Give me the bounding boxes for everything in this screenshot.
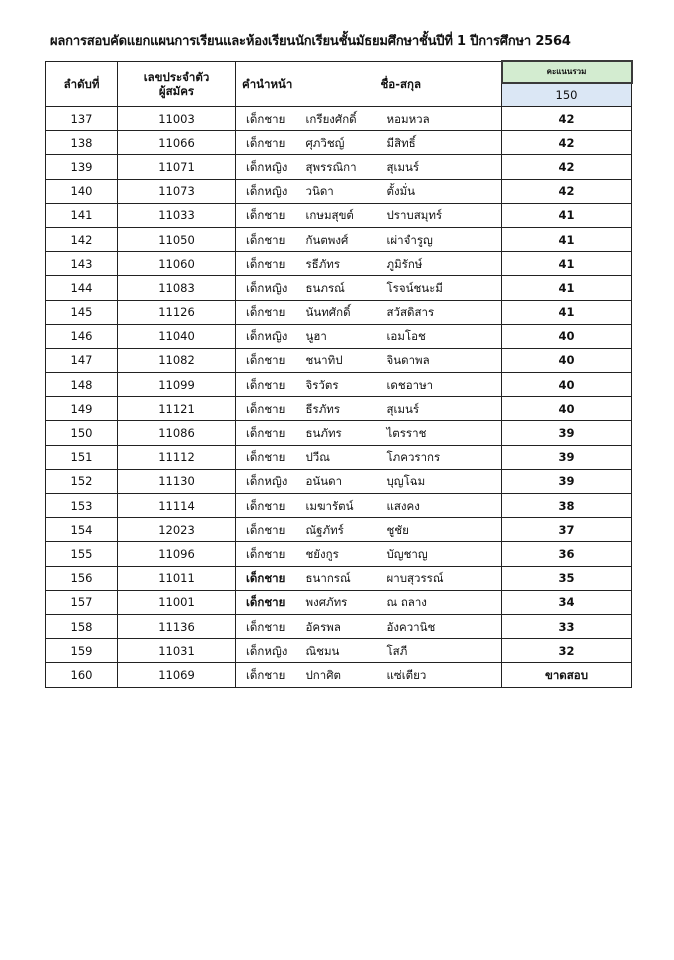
cell-applicant-id: 12023 <box>118 518 236 542</box>
table-row <box>46 590 632 614</box>
cell-prefix: เด็กชาย <box>236 203 302 227</box>
table-row <box>46 469 632 493</box>
table-row <box>46 542 632 566</box>
cell-first-name: เมฆารัตน์ <box>302 494 381 518</box>
cell-last-name: บุญโฉม <box>381 469 502 493</box>
cell-prefix: เด็กชาย <box>236 131 302 155</box>
cell-applicant-id: 11001 <box>118 590 236 614</box>
column-header-name: ชื่อ-สกุล <box>381 61 502 107</box>
cell-rank: 141 <box>46 203 118 227</box>
cell-prefix: เด็กชาย <box>236 494 302 518</box>
cell-first-name: จิรวัตร <box>302 373 381 397</box>
cell-rank: 160 <box>46 663 118 687</box>
column-header-spacer <box>302 61 381 107</box>
table-row <box>46 131 632 155</box>
cell-first-name: นันทศักดิ์ <box>302 300 381 324</box>
cell-total-score: 39 <box>502 445 632 469</box>
cell-total-score: 33 <box>502 614 632 638</box>
cell-prefix: เด็กชาย <box>236 227 302 251</box>
table-row <box>46 300 632 324</box>
cell-applicant-id: 11066 <box>118 131 236 155</box>
cell-prefix: เด็กชาย <box>236 542 302 566</box>
table-row <box>46 155 632 179</box>
cell-last-name: โสภี <box>381 639 502 663</box>
page-title: ผลการสอบคัดแยกแผนการเรียนและห้องเรียนนักเรียนชั้นมัธยมศึกษาชั้นปีที่ 1 ปีการศึกษา 2564 <box>50 34 571 49</box>
cell-prefix: เด็กหญิง <box>236 276 302 300</box>
cell-total-score: 42 <box>502 155 632 179</box>
cell-first-name: ธนากรณ์ <box>302 566 381 590</box>
cell-applicant-id: 11114 <box>118 494 236 518</box>
cell-rank: 148 <box>46 373 118 397</box>
cell-first-name: ศุภวิชญ์ <box>302 131 381 155</box>
cell-rank: 138 <box>46 131 118 155</box>
cell-total-score: 35 <box>502 566 632 590</box>
table-row <box>46 324 632 348</box>
cell-rank: 144 <box>46 276 118 300</box>
cell-rank: 145 <box>46 300 118 324</box>
cell-prefix: เด็กชาย <box>236 445 302 469</box>
cell-total-score: ขาดสอบ <box>502 663 632 687</box>
cell-first-name: ปกาศิต <box>302 663 381 687</box>
results-table <box>45 60 633 688</box>
cell-applicant-id: 11031 <box>118 639 236 663</box>
table-row <box>46 276 632 300</box>
cell-rank: 150 <box>46 421 118 445</box>
table-row <box>46 397 632 421</box>
cell-applicant-id: 11126 <box>118 300 236 324</box>
cell-applicant-id: 11121 <box>118 397 236 421</box>
cell-total-score: 41 <box>502 276 632 300</box>
cell-last-name: สุเมนร์ <box>381 155 502 179</box>
cell-rank: 140 <box>46 179 118 203</box>
table-row <box>46 252 632 276</box>
cell-last-name: อังควานิช <box>381 614 502 638</box>
table-header <box>46 61 632 107</box>
cell-total-score: 41 <box>502 300 632 324</box>
cell-last-name: จินดาพล <box>381 348 502 372</box>
cell-first-name: ชนาทิป <box>302 348 381 372</box>
cell-last-name: โรจน์ชนะมี <box>381 276 502 300</box>
table-row <box>46 179 632 203</box>
cell-first-name: ธีรภัทร <box>302 397 381 421</box>
cell-last-name: มีสิทธิ์ <box>381 131 502 155</box>
table-row <box>46 494 632 518</box>
cell-total-score: 40 <box>502 348 632 372</box>
cell-total-score: 38 <box>502 494 632 518</box>
cell-last-name: เดชอาษา <box>381 373 502 397</box>
cell-prefix: เด็กหญิง <box>236 179 302 203</box>
cell-first-name: ปวีณ <box>302 445 381 469</box>
cell-first-name: วนิดา <box>302 179 381 203</box>
table-row <box>46 639 632 663</box>
cell-applicant-id: 11060 <box>118 252 236 276</box>
cell-rank: 154 <box>46 518 118 542</box>
cell-rank: 147 <box>46 348 118 372</box>
cell-prefix: เด็กชาย <box>236 518 302 542</box>
table-body <box>46 107 632 688</box>
cell-rank: 155 <box>46 542 118 566</box>
cell-rank: 143 <box>46 252 118 276</box>
cell-first-name: อนันดา <box>302 469 381 493</box>
cell-last-name: ผาบสุวรรณ์ <box>381 566 502 590</box>
cell-total-score: 42 <box>502 107 632 131</box>
cell-last-name: โภควรากร <box>381 445 502 469</box>
cell-rank: 146 <box>46 324 118 348</box>
cell-first-name: ณัฐภัทร์ <box>302 518 381 542</box>
column-header-prefix: คำนำหน้า <box>236 61 302 107</box>
cell-total-score: 40 <box>502 373 632 397</box>
cell-last-name: แซ่เตียว <box>381 663 502 687</box>
cell-total-score: 42 <box>502 131 632 155</box>
table-row <box>46 614 632 638</box>
cell-first-name: เกรียงศักดิ์ <box>302 107 381 131</box>
cell-last-name: หอมหวล <box>381 107 502 131</box>
cell-first-name: รธีภัทร <box>302 252 381 276</box>
cell-prefix: เด็กหญิง <box>236 324 302 348</box>
cell-applicant-id: 11086 <box>118 421 236 445</box>
cell-total-score: 36 <box>502 542 632 566</box>
cell-rank: 157 <box>46 590 118 614</box>
cell-applicant-id: 11069 <box>118 663 236 687</box>
cell-total-score: 32 <box>502 639 632 663</box>
cell-rank: 156 <box>46 566 118 590</box>
table-row <box>46 518 632 542</box>
cell-applicant-id: 11033 <box>118 203 236 227</box>
cell-last-name: ตั้งมั่น <box>381 179 502 203</box>
cell-prefix: เด็กชาย <box>236 300 302 324</box>
cell-prefix: เด็กหญิง <box>236 469 302 493</box>
cell-applicant-id: 11003 <box>118 107 236 131</box>
cell-last-name: สุเมนร์ <box>381 397 502 421</box>
cell-total-score: 40 <box>502 324 632 348</box>
column-header-total-score: คะแนนรวม <box>502 61 632 83</box>
cell-total-score: 42 <box>502 179 632 203</box>
cell-prefix: เด็กชาย <box>236 252 302 276</box>
cell-applicant-id: 11073 <box>118 179 236 203</box>
column-header-max-score: 150 <box>502 83 632 107</box>
cell-total-score: 34 <box>502 590 632 614</box>
cell-last-name: บัญชาญ <box>381 542 502 566</box>
cell-applicant-id: 11050 <box>118 227 236 251</box>
column-header-applicant-id-line1: เลขประจำตัว <box>143 69 210 84</box>
cell-last-name: แสงคง <box>381 494 502 518</box>
cell-total-score: 39 <box>502 469 632 493</box>
cell-last-name: สวัสดิสาร <box>381 300 502 324</box>
cell-rank: 152 <box>46 469 118 493</box>
cell-applicant-id: 11082 <box>118 348 236 372</box>
cell-prefix: เด็กชาย <box>236 590 302 614</box>
cell-first-name: นูฮา <box>302 324 381 348</box>
cell-first-name: สุพรรณิกา <box>302 155 381 179</box>
table-row <box>46 663 632 687</box>
cell-total-score: 41 <box>502 252 632 276</box>
cell-last-name: ไตรราช <box>381 421 502 445</box>
table-row <box>46 445 632 469</box>
cell-prefix: เด็กชาย <box>236 663 302 687</box>
cell-rank: 142 <box>46 227 118 251</box>
cell-rank: 158 <box>46 614 118 638</box>
table-row <box>46 227 632 251</box>
cell-prefix: เด็กชาย <box>236 348 302 372</box>
cell-last-name: ณ ถลาง <box>381 590 502 614</box>
cell-rank: 159 <box>46 639 118 663</box>
cell-total-score: 37 <box>502 518 632 542</box>
cell-first-name: กันตพงศ์ <box>302 227 381 251</box>
table-row <box>46 421 632 445</box>
cell-last-name: เผ่าจำรูญ <box>381 227 502 251</box>
cell-applicant-id: 11096 <box>118 542 236 566</box>
table-row <box>46 107 632 131</box>
table-row <box>46 348 632 372</box>
cell-applicant-id: 11136 <box>118 614 236 638</box>
cell-prefix: เด็กหญิง <box>236 639 302 663</box>
cell-prefix: เด็กชาย <box>236 373 302 397</box>
cell-total-score: 40 <box>502 397 632 421</box>
cell-prefix: เด็กชาย <box>236 421 302 445</box>
cell-first-name: พงศภัทร <box>302 590 381 614</box>
table-row <box>46 373 632 397</box>
cell-prefix: เด็กชาย <box>236 397 302 421</box>
cell-applicant-id: 11040 <box>118 324 236 348</box>
cell-applicant-id: 11112 <box>118 445 236 469</box>
cell-first-name: ธนภรณ์ <box>302 276 381 300</box>
cell-applicant-id: 11011 <box>118 566 236 590</box>
cell-last-name: เอมโอช <box>381 324 502 348</box>
cell-applicant-id: 11071 <box>118 155 236 179</box>
cell-rank: 149 <box>46 397 118 421</box>
cell-first-name: เกษมสุขต์ <box>302 203 381 227</box>
cell-total-score: 41 <box>502 203 632 227</box>
column-header-applicant-id-line2: ผู้สมัคร <box>158 83 195 98</box>
cell-rank: 153 <box>46 494 118 518</box>
cell-applicant-id: 11130 <box>118 469 236 493</box>
cell-last-name: ภูมิรักษ์ <box>381 252 502 276</box>
cell-rank: 139 <box>46 155 118 179</box>
cell-first-name: อัครพล <box>302 614 381 638</box>
cell-prefix: เด็กชาย <box>236 107 302 131</box>
cell-first-name: ณิชมน <box>302 639 381 663</box>
cell-rank: 151 <box>46 445 118 469</box>
cell-total-score: 41 <box>502 227 632 251</box>
cell-rank: 137 <box>46 107 118 131</box>
table-row <box>46 203 632 227</box>
cell-last-name: ปราบสมุทร์ <box>381 203 502 227</box>
column-header-no: ลำดับที่ <box>46 61 118 107</box>
cell-prefix: เด็กหญิง <box>236 155 302 179</box>
cell-applicant-id: 11099 <box>118 373 236 397</box>
column-header-applicant-id <box>118 61 236 107</box>
cell-prefix: เด็กชาย <box>236 566 302 590</box>
cell-first-name: ชยังกูร <box>302 542 381 566</box>
cell-total-score: 39 <box>502 421 632 445</box>
cell-last-name: ชูชัย <box>381 518 502 542</box>
cell-applicant-id: 11083 <box>118 276 236 300</box>
table-row <box>46 566 632 590</box>
cell-prefix: เด็กชาย <box>236 614 302 638</box>
cell-first-name: ธนภัทร <box>302 421 381 445</box>
